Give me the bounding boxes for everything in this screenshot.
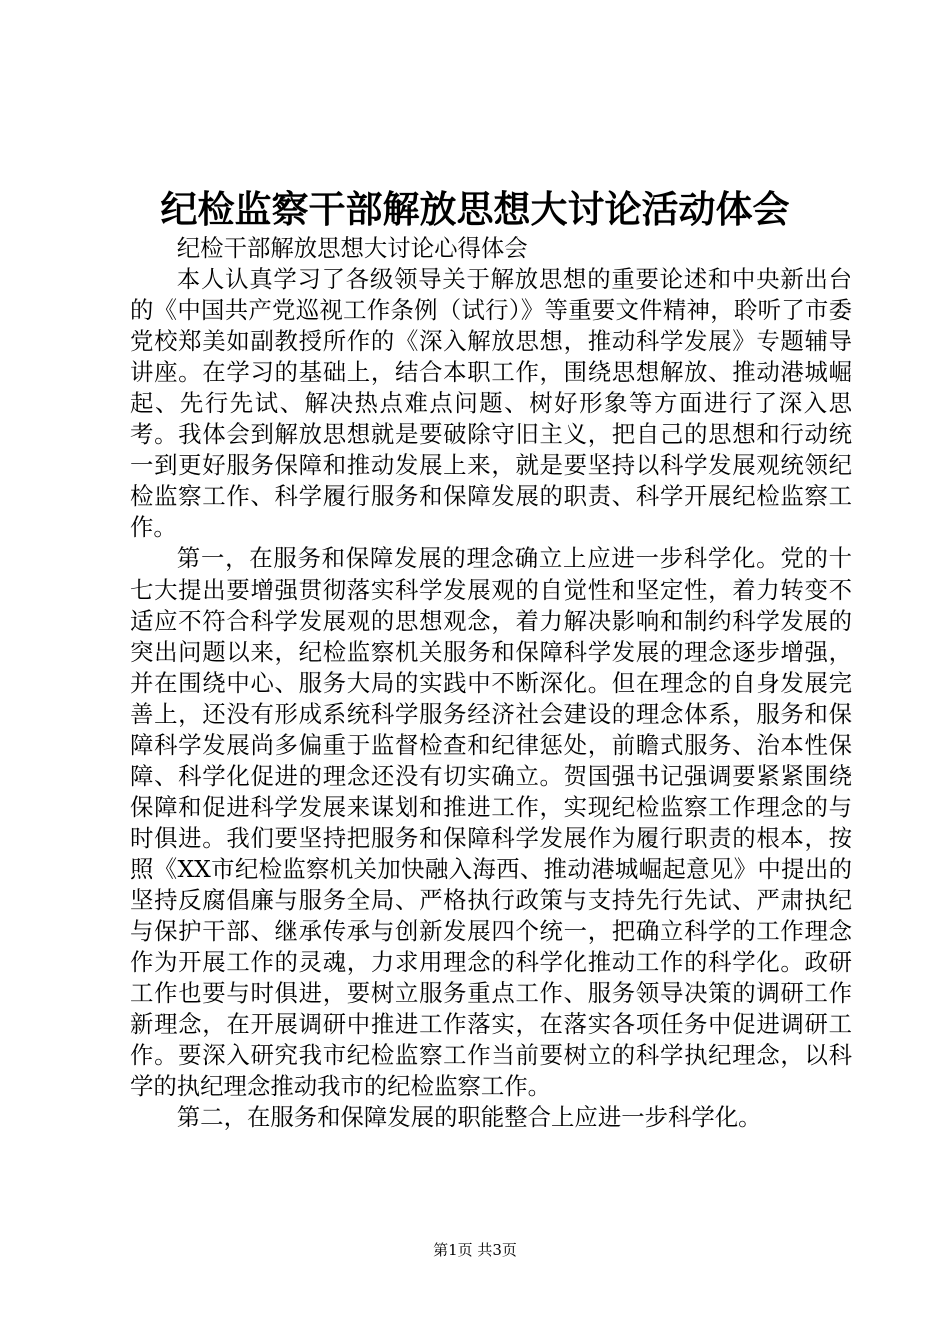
subtitle-paragraph: 纪检干部解放思想大讨论心得体会 — [176, 234, 528, 262]
page-footer: 第1页 共3页 — [433, 1241, 517, 1259]
document-title: 纪检监察干部解放思想大讨论活动体会 — [160, 187, 790, 231]
body-paragraph: 第二，在服务和保障发展的职能整合上应进一步科学化。 — [176, 1103, 762, 1132]
document-body — [130, 233, 852, 1133]
body-paragraph: 第一，在服务和保障发展的理念确立上应进一步科学化。党的十七大提出要增强贯彻落实科学发展观的自觉性和坚定性，着力转变不适应不符合科学发展观的思想观念，着力解决影响和制约科学发展的突出问题以来，纪检监察机关服务和保障科学发展的理念逐步增强，并在围绕中心、服务大局的实践中不断深化。但在理念的自身发展完善上，还没有形成系统科学服务经济社会建设的理念体系，服务和保障科学发展尚多偏重于监督检查和纪律惩处，前瞻式服务、治本性保障、科学化促进的理念还没有切实确立。贺国强书记强调要紧紧围绕保障和促进科学发展来谋划和推进工作，实现纪检监察工作理念的与时俱进。我们要坚持把服务和保障科学发展作为履行职责的根本，按照《XX市纪检监察机关加快融入海西、推动港城崛起意见》中提出的坚持反腐倡廉与服务全局、严格执行政策与支持先行先试、严肃执纪与保护干部、继承传承与创新发展四个统一，把确立科学的工作理念作为开展工作的灵魂，力求用理念的科学化推动工作的科学化。政研工作也要与时俱进，要树立服务重点工作、服务领导决策的调研工作新理念，在开展调研中推进工作落实，在落实各项任务中促进调研工作。要深入研究我市纪检监察工作当前要树立的科学执纪理念，以科学的执纪理念推动我市的纪检监察工作。 — [130, 544, 852, 1101]
body-paragraph: 本人认真学习了各级领导关于解放思想的重要论述和中央新出台的《中国共产党巡视工作条例（试行）》等重要文件精神，聆听了市委党校郑美如副教授所作的《深入解放思想，推动科学发展》专题辅导讲座。在学习的基础上，结合本职工作，围绕思想解放、推动港城崛起、先行先试、解决热点难点问题、树好形象等方面进行了深入思考。我体会到解放思想就是要破除守旧主义，把自己的思想和行动统一到更好服务保障和推动发展上来，就是要坚持以科学发展观统领纪检监察工作、科学履行服务和保障发展的职责、科学开展纪检监察工作。 — [130, 265, 852, 542]
